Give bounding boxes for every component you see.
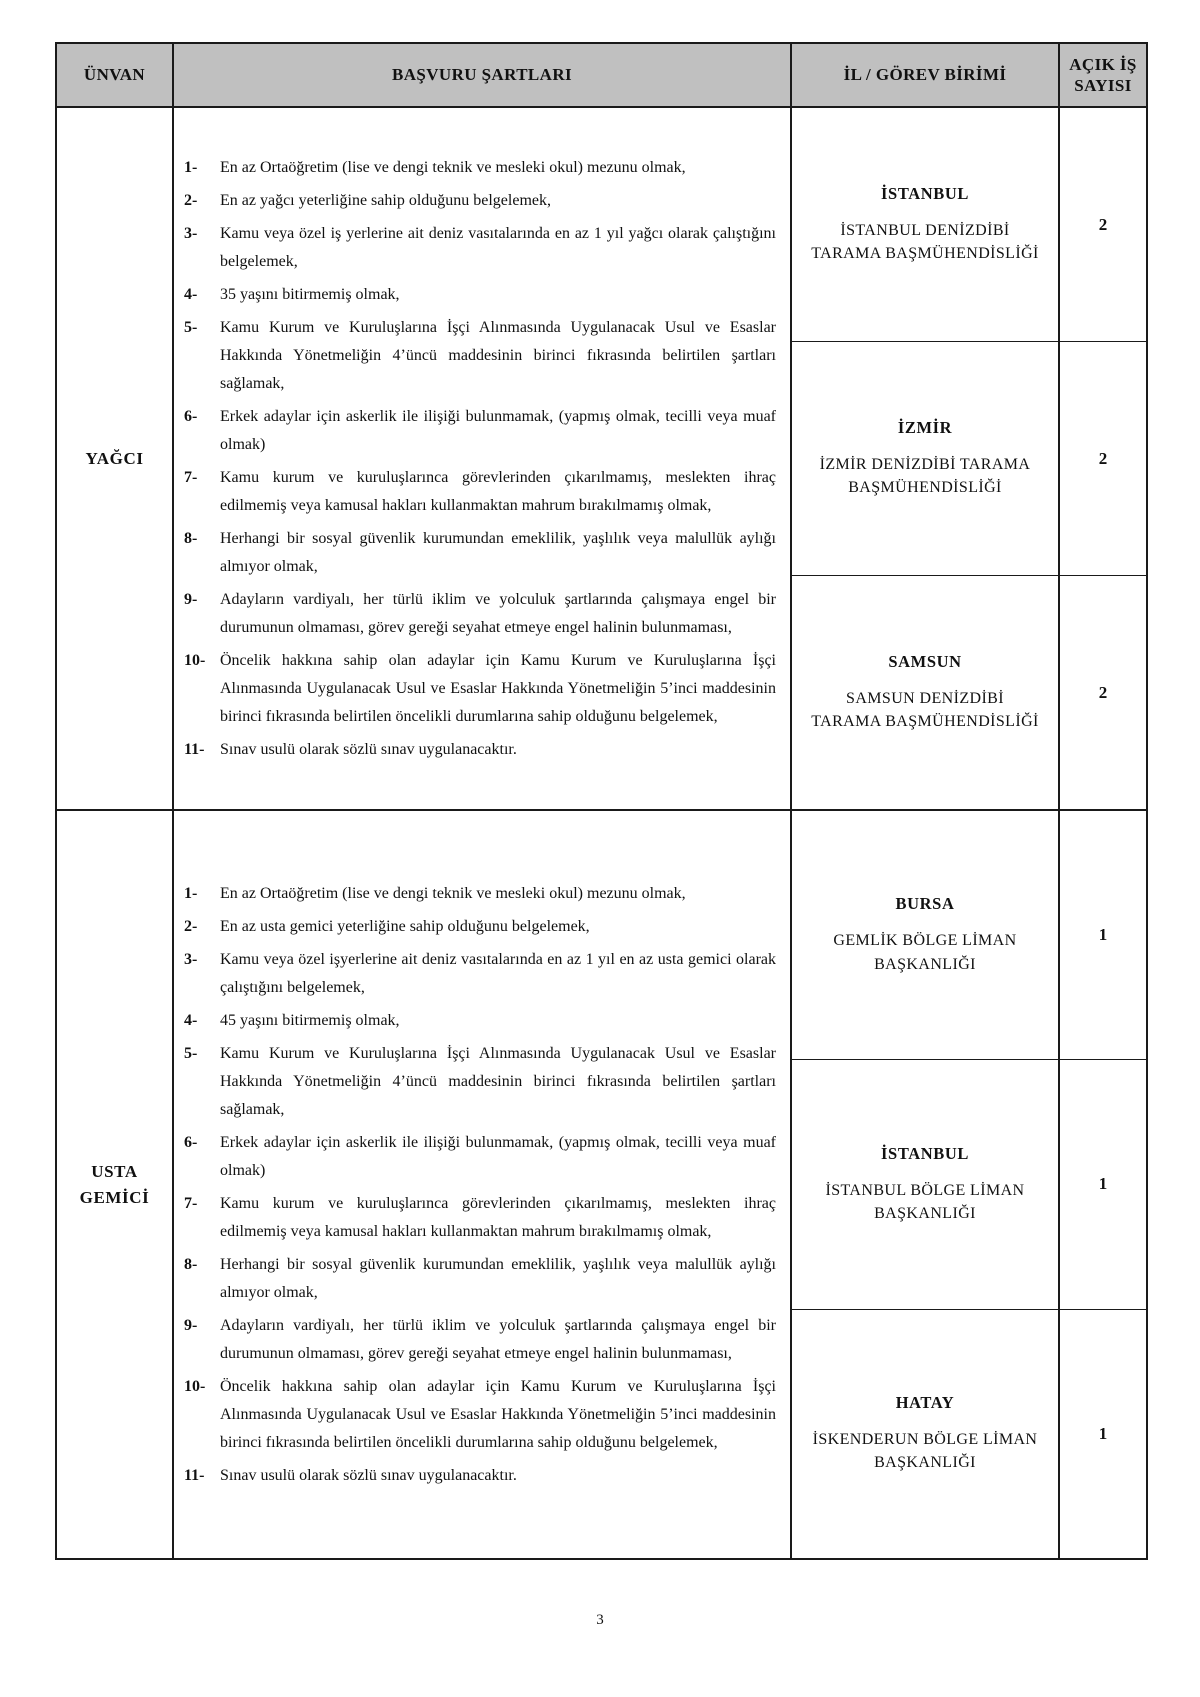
requirement-item [184,1007,776,1035]
city-name: HATAY [895,1393,955,1413]
requirement-text: En az Ortaöğretim (lise ve dengi teknik ve mesleki okul) mezunu olmak, [220,884,686,902]
city-name: İZMİR [897,417,953,437]
location-cell [792,576,1060,809]
location-cell [792,108,1060,341]
requirement-text: Öncelik hakkına sahip olan adaylar için Kamu Kurum ve Kuruluşlarına İşçi Alınmasında Uygulanacak Usul ve Esaslar Hakkında Yönetmeliğin 5’inci maddesinin birinci fıkrasında belirtilen öncelikli durumlarına sahip olduğunu belgelemek, [220,1377,776,1451]
requirement-text: Kamu Kurum ve Kuruluşlarına İşçi Alınmasında Uygulanacak Usul ve Esaslar Hakkında Yönetmeliğin 4’üncü maddesinin birinci fıkrasında belirtilen şartları sağlamak, [220,318,776,392]
requirement-number: 9- [184,1316,198,1334]
requirement-number: 5- [184,1044,198,1062]
requirement-item [184,1462,776,1490]
requirement-item [184,281,776,309]
requirement-text: En az Ortaöğretim (lise ve dengi teknik ve mesleki okul) mezunu olmak, [220,158,686,176]
requirement-item [184,1373,776,1457]
requirements-cell [174,811,792,1558]
open-positions-count: 1 [1098,1174,1108,1194]
requirement-text: Kamu Kurum ve Kuruluşlarına İşçi Alınmasında Uygulanacak Usul ve Esaslar Hakkında Yönetmeliğin 4’üncü maddesinin birinci fıkrasında belirtilen şartları sağlamak, [220,1044,776,1118]
locations-stack [792,811,1146,1558]
open-positions-count: 1 [1098,925,1108,945]
requirement-item [184,1040,776,1124]
requirement-number: 3- [184,224,198,242]
requirement-number: 10- [184,651,206,669]
open-positions-count: 1 [1098,1423,1108,1443]
requirement-item [184,1312,776,1368]
location-cell [792,342,1060,575]
requirement-number: 8- [184,1255,198,1273]
open-positions-count: 2 [1098,682,1108,702]
requirement-text: En az usta gemici yeterliğine sahip olduğunu belgelemek, [220,917,590,935]
table-row [57,811,1146,1558]
requirement-number: 11- [184,1466,205,1484]
unit-name: İSTANBUL BÖLGE LİMAN BAŞKANLIĞI [825,1181,1025,1222]
requirement-item [184,220,776,276]
title-cell [57,108,174,809]
location-row [792,1059,1146,1308]
requirement-text: Herhangi bir sosyal güvenlik kurumundan emeklilik, yaşlılık veya malullük aylığı almıyor olmak, [220,529,776,575]
city-name: İSTANBUL [881,1143,969,1163]
requirement-number: 2- [184,917,198,935]
requirement-text: Sınav usulü olarak sözlü sınav uygulanacaktır. [220,740,517,758]
job-title: USTA GEMİCİ [79,1162,150,1207]
requirement-number: 4- [184,1011,198,1029]
header-cell-unvan: ÜNVAN [57,44,174,106]
requirement-text: Erkek adaylar için askerlik ile ilişiği bulunmamak, (yapmış olmak, tecilli veya muaf olmak) [220,1133,776,1179]
requirement-text: Kamu veya özel iş yerlerine ait deniz vasıtalarında en az 1 yıl yağcı olarak çalıştığını belgelemek, [220,224,776,270]
requirement-text: 45 yaşını bitirmemiş olmak, [220,1011,400,1029]
locations-stack [792,108,1146,809]
requirement-item [184,187,776,215]
requirement-item [184,880,776,908]
requirement-item [184,403,776,459]
requirements-cell [174,108,792,809]
requirement-text: Sınav usulü olarak sözlü sınav uygulanacaktır. [220,1466,517,1484]
location-row [792,108,1146,341]
table-row [57,108,1146,811]
requirement-text: Kamu veya özel işyerlerine ait deniz vasıtalarında en az 1 yıl en az usta gemici olarak çalıştığını belgelemek, [220,950,776,996]
requirement-text: Erkek adaylar için askerlik ile ilişiği bulunmamak, (yapmış olmak, tecilli veya muaf olmak) [220,407,776,453]
city-name: İSTANBUL [881,183,969,203]
requirement-number: 1- [184,158,198,176]
location-row [792,1309,1146,1558]
requirement-number: 7- [184,1194,198,1212]
unit-name: GEMLİK BÖLGE LİMAN BAŞKANLIĞI [833,932,1017,973]
job-title: YAĞCI [85,448,144,468]
requirement-text: Kamu kurum ve kuruluşlarınca görevlerinden çıkarılmamış, meslekten ihraç edilmemiş veya kamusal hakları kullanmaktan mahrum bırakılmamış olmak, [220,468,776,514]
header-cell-il-gorev-birimi: İL / GÖREV BİRİMİ [792,44,1060,106]
requirement-item [184,1129,776,1185]
table-header-row [57,44,1146,108]
location-cell [792,811,1060,1059]
requirement-number: 2- [184,191,198,209]
requirement-number: 7- [184,468,198,486]
unit-name: SAMSUN DENİZDİBİ TARAMA BAŞMÜHENDİSLİĞİ [811,689,1039,730]
requirement-text: Öncelik hakkına sahip olan adaylar için Kamu Kurum ve Kuruluşlarına İşçi Alınmasında Uygulanacak Usul ve Esaslar Hakkında Yönetmeliğin 5’inci maddesinin birinci fıkrasında belirtilen öncelikli durumlarına sahip olduğunu belgelemek, [220,651,776,725]
requirement-item [184,154,776,182]
requirement-number: 10- [184,1377,206,1395]
requirement-text: Kamu kurum ve kuruluşlarınca görevlerinden çıkarılmamış, meslekten ihraç edilmemiş veya kamusal hakları kullanmaktan mahrum bırakılmamış olmak, [220,1194,776,1240]
requirement-item [184,647,776,731]
location-row [792,811,1146,1059]
requirement-number: 1- [184,884,198,902]
city-name: BURSA [895,894,955,914]
requirement-item [184,913,776,941]
requirement-item [184,1251,776,1307]
page-number: 3 [596,1612,604,1628]
requirement-number: 5- [184,318,198,336]
requirement-text: En az yağcı yeterliğine sahip olduğunu belgelemek, [220,191,551,209]
requirement-text: 35 yaşını bitirmemiş olmak, [220,285,400,303]
job-postings-table [55,42,1148,1560]
requirement-number: 8- [184,529,198,547]
requirement-text: Herhangi bir sosyal güvenlik kurumundan emeklilik, yaşlılık veya malullük aylığı almıyor olmak, [220,1255,776,1301]
requirement-item [184,736,776,764]
requirement-number: 3- [184,950,198,968]
unit-name: İSTANBUL DENİZDİBİ TARAMA BAŞMÜHENDİSLİĞİ [811,221,1039,262]
requirement-item [184,586,776,642]
requirement-text: Adayların vardiyalı, her türlü iklim ve yolculuk şartlarında çalışmaya engel bir durumunun olmaması, görev gereği seyahat etmeye engel halinin bulunmaması, [220,1316,776,1362]
requirement-number: 9- [184,590,198,608]
requirement-item [184,946,776,1002]
header-cell-basvuru-sartlari: BAŞVURU ŞARTLARI [174,44,792,106]
location-row [792,341,1146,575]
location-cell [792,1310,1060,1558]
location-cell [792,1060,1060,1308]
open-positions-count: 2 [1098,214,1108,234]
requirement-number: 6- [184,1133,198,1151]
requirement-number: 4- [184,285,198,303]
requirement-item [184,464,776,520]
title-cell [57,811,174,1558]
city-name: SAMSUN [888,651,962,671]
open-positions-count: 2 [1098,448,1108,468]
requirement-item [184,314,776,398]
requirement-item [184,1190,776,1246]
location-row [792,575,1146,809]
header-cell-acik-is-sayisi: AÇIK İŞ SAYISI [1069,54,1137,95]
requirement-number: 11- [184,740,205,758]
requirement-text: Adayların vardiyalı, her türlü iklim ve yolculuk şartlarında çalışmaya engel bir durumunun olmaması, görev gereği seyahat etmeye engel halinin bulunmaması, [220,590,776,636]
requirement-number: 6- [184,407,198,425]
requirement-item [184,525,776,581]
unit-name: İSKENDERUN BÖLGE LİMAN BAŞKANLIĞI [812,1431,1038,1472]
unit-name: İZMİR DENİZDİBİ TARAMA BAŞMÜHENDİSLİĞİ [819,455,1031,496]
